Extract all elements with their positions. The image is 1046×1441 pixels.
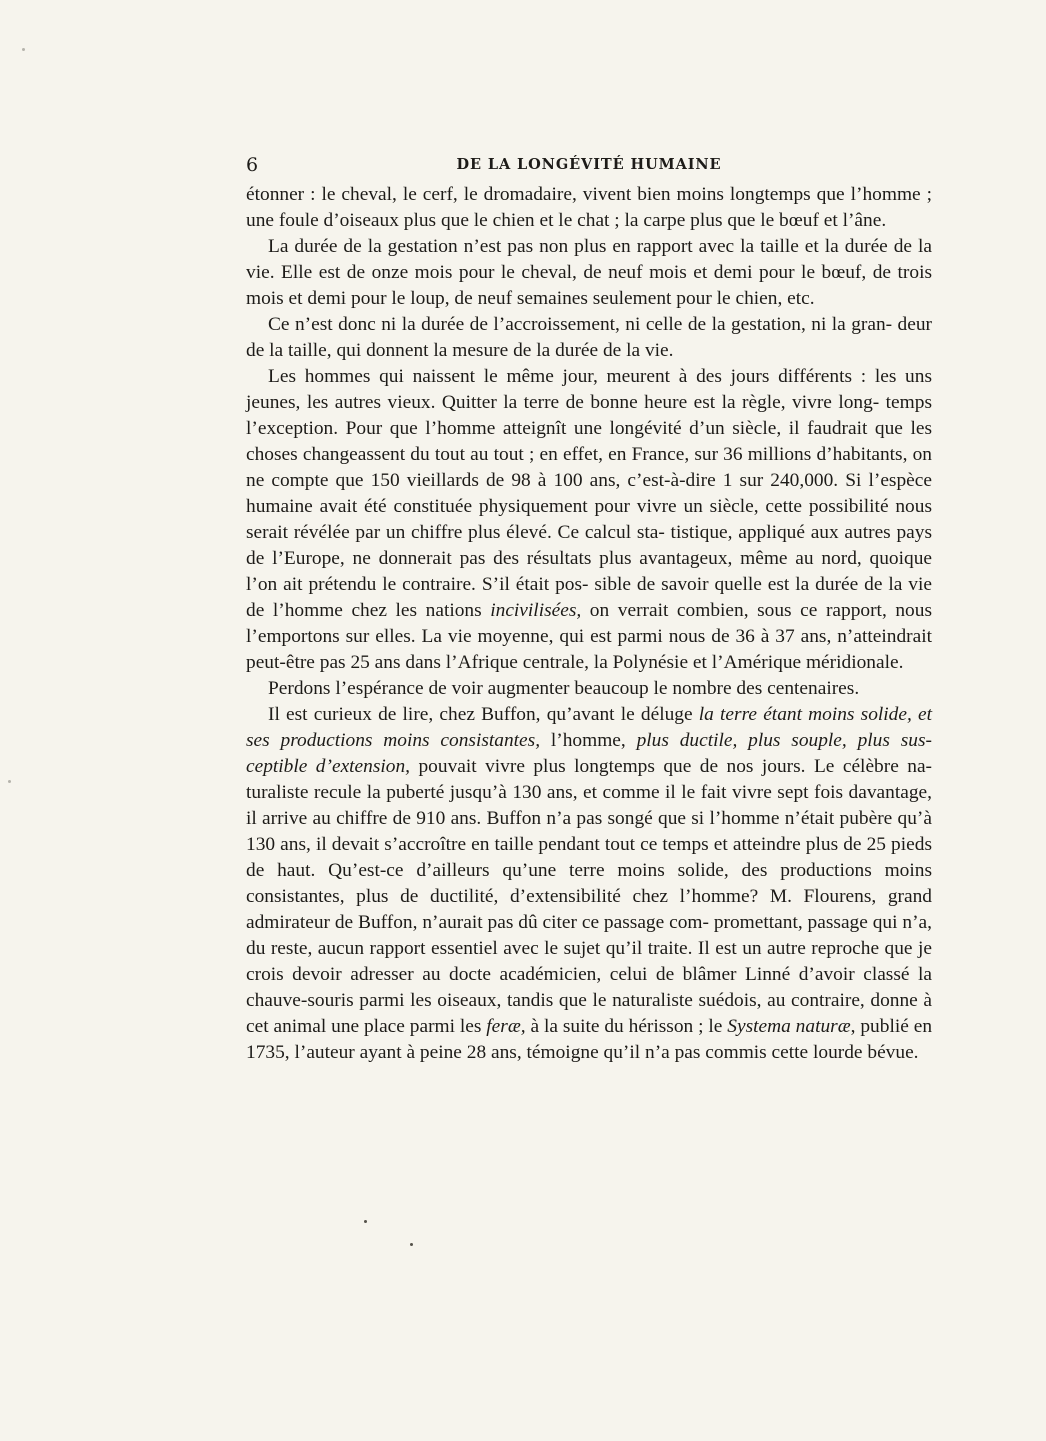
running-title: DE LA LONGÉVITÉ HUMAINE — [456, 156, 722, 173]
page-number: 6 — [246, 154, 259, 176]
paragraph-2: La durée de la gestation n’est pas non plus en rapport avec la taille et la durée de la vie. Elle est de onze mois pour le cheval, de neuf mois et demi pour le bœuf, de trois mois et demi pour le loup, de neuf semaines seulement pour le chien, etc. — [246, 236, 932, 309]
paragraph-6-italic-1: la terre étant moins solide, et ses productions moins consistantes, — [246, 704, 932, 751]
body-text — [246, 182, 932, 1066]
paragraph-6-italic-3: feræ, — [486, 1016, 526, 1037]
paper-speck — [364, 1220, 367, 1223]
paragraph-6-part-5: , publié en 1735, l’auteur ayant à peine 28 ans, témoigne qu’il n’a pas commis cette lourde bévue. — [246, 1016, 933, 1063]
paragraph-1: étonner : le cheval, le cerf, le dromadaire, vivent bien moins longtemps que l’homme ; une foule d’oiseaux plus que le chien et le chat ; la carpe plus que le bœuf et l’âne. — [246, 184, 932, 231]
paragraph-6-part-1: Il est curieux de lire, chez Buffon, qu’avant le déluge — [268, 704, 699, 725]
paper-speck — [8, 780, 11, 783]
paragraph-6-part-2: l’homme, — [540, 730, 637, 751]
paragraph-6-part-3: pouvait vivre plus longtemps que de nos jours. Le célèbre na- turaliste recule la puberté jusqu’à 130 ans, et comme il le fait vivre sept fois davantage, il arrive au chiffre de 910 ans. Buffon n’a pas songé que si l’homme n’était pubère qu’à 130 ans, il devait s’accroître en taille pendant tout ce temps et atteindre plus de 25 pieds de haut. Qu’est-ce d’ailleurs qu’une terre moins solide, des productions moins consistantes, plus de ductilité, d’extensibilité chez l’homme? M. Flourens, grand admirateur de Buffon, n’aurait pas dû citer ce passage com- promettant, passage qui n’a, du reste, aucun rapport essentiel avec le sujet qu’il traite. Il est un autre reproche que je crois devoir adresser au docte académicien, celui de blâmer Linné d’avoir classé la chauve-souris parmi les oiseaux, tandis que le naturaliste suédois, au contraire, donne à cet animal une place parmi les — [246, 756, 933, 1037]
running-header — [246, 153, 932, 177]
paragraph-6 — [246, 702, 932, 1066]
paper-speck — [410, 1243, 413, 1246]
paragraph-4 — [246, 364, 932, 676]
paragraph-6-part-4: à la suite du hérisson ; le — [525, 1016, 728, 1037]
paragraph-4-italic-1: incivilisées, — [490, 600, 582, 621]
paragraph-6-italic-2: plus ductile, plus souple, plus sus- ceptible d’extension, — [246, 730, 932, 777]
paper-speck — [22, 48, 25, 51]
paragraph-5: Perdons l’espérance de voir augmenter beaucoup le nombre des centenaires. — [268, 678, 860, 699]
paragraph-3: Ce n’est donc ni la durée de l’accroissement, ni celle de la gestation, ni la gran- deur de la taille, qui donnent la mesure de la durée de la vie. — [246, 314, 932, 361]
paragraph-4-part-1: Les hommes qui naissent le même jour, meurent à des jours différents : les uns jeunes, les autres vieux. Quitter la terre de bonne heure est la règle, vivre long- temps l’exception. Pour que l’homme atteignît une longévité d’un siècle, il faudrait que les choses changeassent du tout au tout ; en effet, en France, sur 36 millions d’habitants, on ne compte que 150 vieillards de 98 à 100 ans, c’est-à-dire 1 sur 240,000. Si l’espèce humaine avait été constituée physiquement pour vivre un siècle, cette possibilité nous serait révélée par un chiffre plus élevé. Ce calcul sta- tistique, appliqué aux autres pays de l’Europe, ne donnerait pas des résultats plus avantageux, même au nord, quoique l’on ait prétendu le contraire. S’il était pos- sible de savoir quelle est la durée de la vie de l’homme chez les nations — [246, 366, 932, 621]
paragraph-6-italic-4: Systema naturæ — [727, 1016, 851, 1037]
paragraph-4-part-2: on verrait combien, sous ce rapport, nous l’emportons sur elles. La vie moyenne, qui est parmi nous de 36 à 37 ans, n’atteindrait peut-être pas 25 ans dans l’Afrique centrale, la Polynésie et l’Amérique méridionale. — [246, 600, 932, 673]
